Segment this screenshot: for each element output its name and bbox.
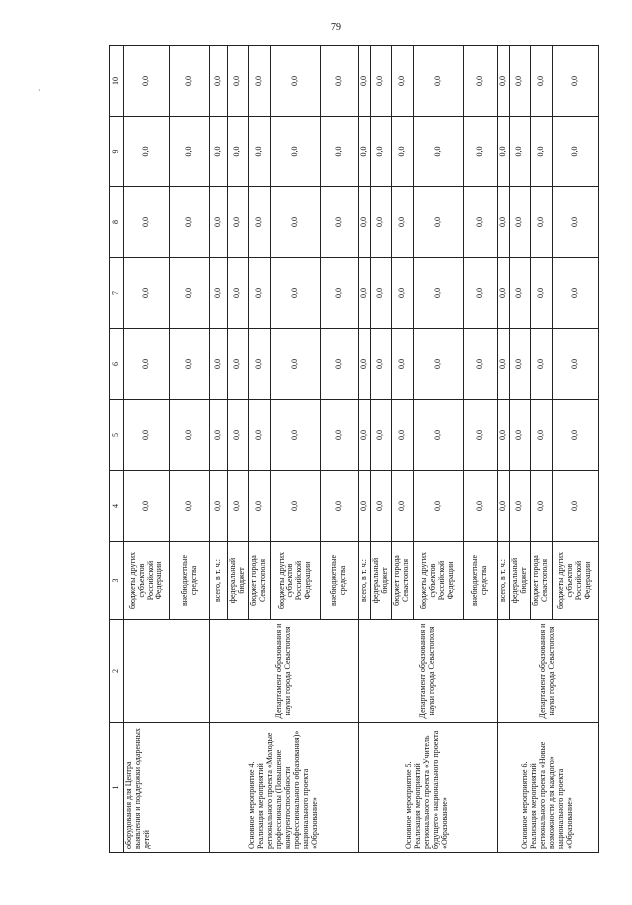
value-cell: 0,0 [248, 187, 270, 258]
value-cell: 0,0 [552, 117, 598, 187]
funding-source-cell: бюджет города Севастополя [391, 542, 413, 620]
value-cell: 0,0 [320, 46, 358, 117]
value-cell: 0,0 [552, 400, 598, 471]
value-cell: 0,0 [497, 258, 509, 329]
value-cell: 0,0 [270, 400, 320, 471]
value-cell: 0,0 [530, 329, 552, 400]
value-cell: 0,0 [497, 471, 509, 542]
value-cell: 0,0 [170, 471, 210, 542]
col-header-1: 1 [110, 723, 124, 853]
value-cell: 0,0 [497, 187, 509, 258]
value-cell: 0,0 [248, 400, 270, 471]
col-header-9: 9 [110, 117, 124, 187]
value-cell: 0,0 [124, 187, 170, 258]
value-cell: 0,0 [370, 46, 391, 117]
value-cell: 0,0 [170, 258, 210, 329]
funding-source-cell: бюджеты других субъектов Российской Федерации [413, 542, 463, 620]
value-cell: 0,0 [210, 46, 228, 117]
budget-table [109, 45, 599, 853]
col-header-5: 5 [110, 400, 124, 471]
value-cell: 0,0 [270, 329, 320, 400]
measure-name-cell: оборудования для Центра выявления и поддержки одаренных детей [124, 723, 210, 853]
funding-source-cell: всего, в т. ч.: [497, 542, 509, 620]
funding-source-cell: бюджет города Севастополя [248, 542, 270, 620]
value-cell: 0,0 [248, 258, 270, 329]
value-cell: 0,0 [270, 258, 320, 329]
value-cell: 0,0 [509, 471, 530, 542]
value-cell: 0,0 [463, 46, 497, 117]
value-cell: 0,0 [509, 117, 530, 187]
value-cell: 0,0 [530, 46, 552, 117]
measure-name-cell: Основное мероприятие 5. Реализация мероприятий регионального проекта «Учитель будущего» национального проекта «Образование» [358, 723, 497, 853]
funding-source-cell: внебюджетные средства [170, 542, 210, 620]
value-cell: 0,0 [210, 329, 228, 400]
value-cell: 0,0 [248, 329, 270, 400]
value-cell: 0,0 [509, 329, 530, 400]
value-cell: 0,0 [170, 187, 210, 258]
value-cell: 0,0 [509, 46, 530, 117]
value-cell: 0,0 [228, 400, 249, 471]
value-cell: 0,0 [170, 400, 210, 471]
value-cell: 0,0 [170, 329, 210, 400]
value-cell: 0,0 [552, 471, 598, 542]
value-cell: 0,0 [210, 117, 228, 187]
value-cell: 0,0 [391, 187, 413, 258]
funding-source-cell: внебюджетные средства [463, 542, 497, 620]
value-cell: 0,0 [228, 117, 249, 187]
value-cell: 0,0 [270, 46, 320, 117]
col-header-7: 7 [110, 258, 124, 329]
table-row [358, 46, 370, 853]
value-cell: 0,0 [124, 471, 170, 542]
value-cell: 0,0 [358, 329, 370, 400]
value-cell: 0,0 [413, 46, 463, 117]
value-cell: 0,0 [463, 117, 497, 187]
value-cell: 0,0 [270, 471, 320, 542]
value-cell: 0,0 [391, 258, 413, 329]
funding-source-cell: бюджет города Севастополя [530, 542, 552, 620]
value-cell: 0,0 [320, 471, 358, 542]
funding-source-cell: бюджеты других субъектов Российской Федерации [552, 542, 598, 620]
value-cell: 0,0 [497, 46, 509, 117]
value-cell: 0,0 [530, 187, 552, 258]
col-header-3: 3 [110, 542, 124, 620]
value-cell: 0,0 [124, 46, 170, 117]
value-cell: 0,0 [270, 187, 320, 258]
value-cell: 0,0 [320, 187, 358, 258]
value-cell: 0,0 [530, 471, 552, 542]
value-cell: 0,0 [228, 258, 249, 329]
value-cell: 0,0 [210, 400, 228, 471]
table-body [124, 46, 599, 853]
value-cell: 0,0 [358, 471, 370, 542]
value-cell: 0,0 [170, 46, 210, 117]
executor-cell [124, 620, 210, 723]
value-cell: 0,0 [497, 400, 509, 471]
value-cell: 0,0 [509, 258, 530, 329]
value-cell: 0,0 [320, 117, 358, 187]
page-number: 79 [331, 22, 341, 33]
value-cell: 0,0 [228, 329, 249, 400]
header-row [110, 46, 124, 853]
value-cell: 0,0 [552, 329, 598, 400]
col-header-6: 6 [110, 329, 124, 400]
value-cell: 0,0 [497, 117, 509, 187]
col-header-2: 2 [110, 620, 124, 723]
value-cell: 0,0 [320, 258, 358, 329]
funding-source-cell: федеральный бюджет [509, 542, 530, 620]
funding-source-cell: всего, в т. ч.: [358, 542, 370, 620]
value-cell: 0,0 [124, 258, 170, 329]
value-cell: 0,0 [358, 400, 370, 471]
value-cell: 0,0 [530, 400, 552, 471]
value-cell: 0,0 [413, 329, 463, 400]
measure-name-cell: Основное мероприятие 4. Реализация мероприятий регионального проекта «Молодые профессионалы (Повышение конкурентоспособности профессионального образования)» национального проекта «Образование» [210, 723, 359, 853]
col-header-8: 8 [110, 187, 124, 258]
value-cell: 0,0 [463, 471, 497, 542]
value-cell: 0,0 [413, 258, 463, 329]
funding-source-cell: федеральный бюджет [370, 542, 391, 620]
value-cell: 0,0 [370, 117, 391, 187]
value-cell: 0,0 [463, 187, 497, 258]
col-header-4: 4 [110, 471, 124, 542]
value-cell: 0,0 [210, 471, 228, 542]
stray-mark: · [38, 86, 41, 95]
value-cell: 0,0 [370, 400, 391, 471]
value-cell: 0,0 [370, 471, 391, 542]
rotated-table-container [109, 46, 593, 853]
table-row [124, 46, 170, 853]
value-cell: 0,0 [391, 117, 413, 187]
executor-cell: Департамент образования и науки города Севастополя [358, 620, 497, 723]
value-cell: 0,0 [509, 187, 530, 258]
value-cell: 0,0 [391, 471, 413, 542]
value-cell: 0,0 [463, 400, 497, 471]
funding-source-cell: внебюджетные средства [320, 542, 358, 620]
executor-cell: Департамент образования и науки города Севастополя [210, 620, 359, 723]
value-cell: 0,0 [413, 471, 463, 542]
value-cell: 0,0 [248, 117, 270, 187]
value-cell: 0,0 [391, 46, 413, 117]
executor-cell: Департамент образования и науки города Севастополя [497, 620, 598, 723]
value-cell: 0,0 [124, 117, 170, 187]
value-cell: 0,0 [170, 117, 210, 187]
value-cell: 0,0 [228, 187, 249, 258]
value-cell: 0,0 [370, 187, 391, 258]
value-cell: 0,0 [530, 258, 552, 329]
value-cell: 0,0 [413, 187, 463, 258]
value-cell: 0,0 [124, 400, 170, 471]
value-cell: 0,0 [413, 400, 463, 471]
table-row [210, 46, 228, 853]
value-cell: 0,0 [124, 329, 170, 400]
value-cell: 0,0 [358, 258, 370, 329]
value-cell: 0,0 [497, 329, 509, 400]
value-cell: 0,0 [509, 400, 530, 471]
value-cell: 0,0 [370, 329, 391, 400]
value-cell: 0,0 [391, 400, 413, 471]
value-cell: 0,0 [228, 46, 249, 117]
value-cell: 0,0 [552, 187, 598, 258]
value-cell: 0,0 [248, 471, 270, 542]
value-cell: 0,0 [358, 187, 370, 258]
value-cell: 0,0 [248, 46, 270, 117]
value-cell: 0,0 [530, 117, 552, 187]
value-cell: 0,0 [358, 117, 370, 187]
value-cell: 0,0 [391, 329, 413, 400]
col-header-10: 10 [110, 46, 124, 117]
measure-name-cell: Основное мероприятие 6. Реализация мероприятий регионального проекта «Новые возможности для каждого» национального проекта «Образование» [497, 723, 598, 853]
value-cell: 0,0 [320, 329, 358, 400]
value-cell: 0,0 [413, 117, 463, 187]
value-cell: 0,0 [552, 46, 598, 117]
value-cell: 0,0 [320, 400, 358, 471]
value-cell: 0,0 [370, 258, 391, 329]
funding-source-cell: бюджеты других субъектов Российской Федерации [270, 542, 320, 620]
value-cell: 0,0 [463, 329, 497, 400]
value-cell: 0,0 [270, 117, 320, 187]
value-cell: 0,0 [210, 187, 228, 258]
value-cell: 0,0 [228, 471, 249, 542]
table-row [497, 46, 509, 853]
funding-source-cell: бюджеты других субъектов Российской Федерации [124, 542, 170, 620]
value-cell: 0,0 [210, 258, 228, 329]
funding-source-cell: всего, в т. ч.: [210, 542, 228, 620]
value-cell: 0,0 [463, 258, 497, 329]
value-cell: 0,0 [552, 258, 598, 329]
value-cell: 0,0 [358, 46, 370, 117]
funding-source-cell: федеральный бюджет [228, 542, 249, 620]
